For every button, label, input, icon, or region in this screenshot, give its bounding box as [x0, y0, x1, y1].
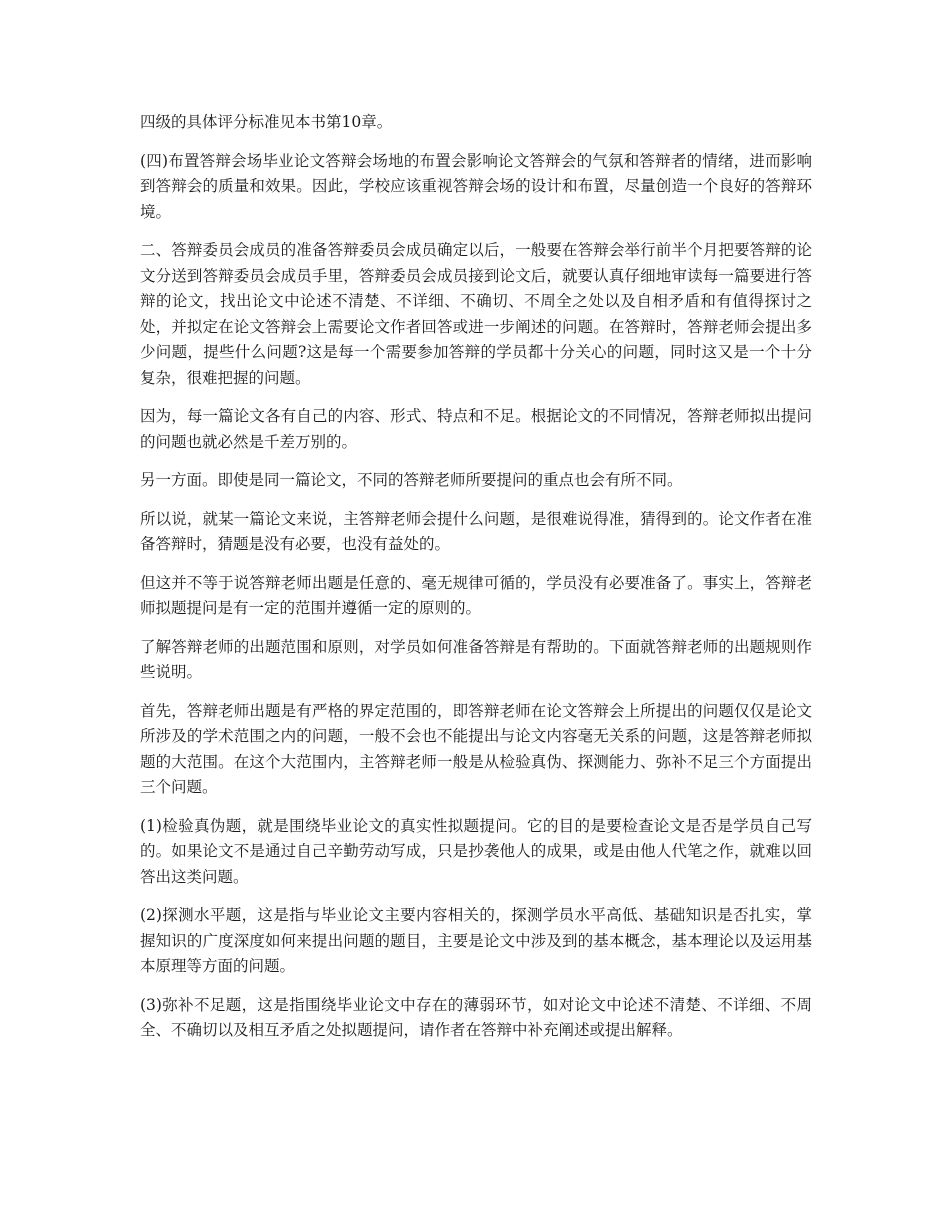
paragraph-differences: 因为，每一篇论文各有自己的内容、形式、特点和不足。根据论文的不同情况，答辩老师拟出提问的问题也就必然是千差万别的。	[140, 407, 812, 451]
paragraph-no-guessing: 所以说，就某一篇论文来说，主答辩老师会提什么问题，是很难说得准，猜得到的。论文作者在准备答辩时，猜题是没有必要，也没有益处的。	[140, 509, 812, 553]
paragraph-deficiency-questions: (3)弥补不足题，这是指围绕毕业论文中存在的薄弱环节，如对论文中论述不清楚、不详细、不周全、不确切以及相互矛盾之处拟题提问，请作者在答辩中补充阐述或提出解释。	[140, 995, 812, 1039]
paragraph-grading-reference: 四级的具体评分标准见本书第10章。	[140, 113, 393, 131]
paragraph-question-scope: 首先，答辩老师出题是有严格的界定范围的，即答辩老师在论文答辩会上所提出的问题仅仅是论文所涉及的学术范围之内的问题，一般不会也不能提出与论文内容毫无关系的问题，这是答辩老师拟题的大范围。在这个大范围内，主答辩老师一般是从检验真伪、探测能力、弥补不足三个方面提出三个问题。	[140, 701, 812, 796]
paragraph-understand-rules: 了解答辩老师的出题范围和原则，对学员如何准备答辩是有帮助的。下面就答辩老师的出题规则作些说明。	[140, 637, 812, 681]
paragraph-committee-preparation: 二、答辩委员会成员的准备答辩委员会成员确定以后，一般要在答辩会举行前半个月把要答辩的论文分送到答辩委员会成员手里，答辩委员会成员接到论文后，就要认真仔细地审读每一篇要进行答辩的论文，找出论文中论述不清楚、不详细、不确切、不周全之处以及自相矛盾和有值得探讨之处，并拟定在论文答辩会上需要论文作者回答或进一步阐述的问题。在答辩时，答辩老师会提出多少问题，提些什么问题?这是每一个需要参加答辩的学员都十分关心的问题，同时这又是一个十分复杂，很难把握的问题。	[140, 241, 812, 387]
paragraph-authenticity-questions: (1)检验真伪题，就是围绕毕业论文的真实性拟题提问。它的目的是要检查论文是否是学员自己写的。如果论文不是通过自己辛勤劳动写成，只是抄袭他人的成果，或是由他人代笔之作，就难以回答出这类问题。	[140, 816, 812, 886]
paragraph-other-side: 另一方面。即使是同一篇论文，不同的答辩老师所要提问的重点也会有所不同。	[140, 471, 683, 489]
paragraph-venue-setup: (四)布置答辩会场毕业论文答辩会场地的布置会影响论文答辩会的气氛和答辩者的情绪，进而影响到答辩会的质量和效果。因此，学校应该重视答辩会场的设计和布置，尽量创造一个良好的答辩环境。	[140, 151, 812, 221]
paragraph-level-questions: (2)探测水平题，这是指与毕业论文主要内容相关的，探测学员水平高低、基础知识是否扎实，掌握知识的广度深度如何来提出问题的题目，主要是论文中涉及到的基本概念，基本理论以及运用基本原理等方面的问题。	[140, 906, 812, 975]
document-body	[140, 110, 812, 1057]
paragraph-rules-exist: 但这并不等于说答辩老师出题是任意的、毫无规律可循的，学员没有必要准备了。事实上，答辩老师拟题提问是有一定的范围并遵循一定的原则的。	[140, 573, 812, 617]
